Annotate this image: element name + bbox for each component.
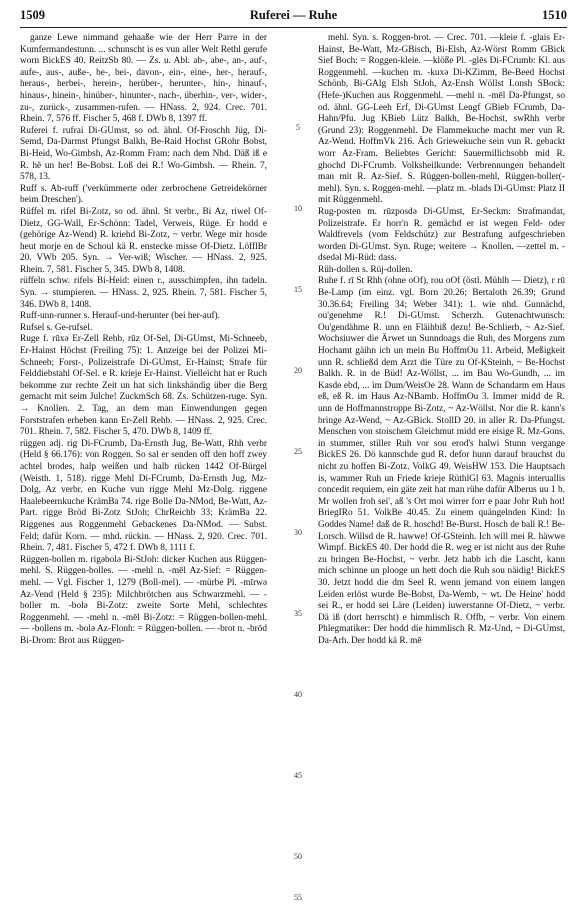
right-page-number: 1510: [541, 7, 567, 22]
line-number: 25: [294, 447, 302, 456]
line-number: 45: [294, 771, 302, 780]
line-number: 10: [294, 204, 302, 213]
running-title: Ruferei — Ruhe: [249, 7, 338, 22]
line-number: 40: [294, 690, 302, 699]
line-number: 30: [294, 528, 302, 537]
entry-ruge: Ruge f. rūxə Er-Zell Rehb, rūz Of-Sel, Di-GUmst, Mi-Schneeb, Er-Hainst Höchst (Freiling 75): 1. Anzeige bei der Polizei Mi-Schneeb; Forst-, Polizeistrafe Di-GUmst, Er-Hainst; Strafe für Felddiebstahl Of-Sel. e R. krieje Er-Hainst. Vielleicht hat er Ruch bekomme zur rechte Zeit un hat sich linkshändig über die Berg gemacht mit seim Julche! ZuckmSch 68. Zs. Schützen-ruge. Syn. → Knollen. 2. Tag, an dem man Einwendungen gegen Forststrafen erheben kann Er-Zell Rehb. — HNass. 2, 925. Crec. 701. Rhein. 7, 582. Fischer 5, 470. DWb 8, 1409 ff.: [20, 334, 267, 438]
header-rule: [20, 27, 567, 28]
entry-rueggen-continuation: mehl. Syn. s. Roggen-brot. — Crec. 701. —kleie f. -glais Er-Hainst, Be-Watt, Mz-GBisch, Bi-Elsh, Az-Wörst Romm GBick Sief Boch: = Roggen-kleie. —klöße Pl. -glēs Di-FCrumb: Kl. aus Roggenmehl. —kuchen m. -kuxə Di-KZimm, Be-Beed Hochst Schönb, Bi-GAlg Elsh StJoh, Az-Ensh Wöllst Lonsh SBock: (Hefe-)Kuchen aus Roggenmehl. —mehl n. -mēl Da-Pfungst, so od. ähnl. GG-Leeh Erf, Di-GUmst Lengf GBieb FCrumb, Da-Hahn/Pfu. Jug KBieb Lütz Balkh, Be-Hochst, swRhh verbr (Grund 23): Roggenmehl. De Flammekuche macht mer vun R. Az-Wend. HoffmVk 216. Äch Griewekuche sein vun R. gebackt worr Az-Fram. Beliebtes Gericht: Sauermillichsobb mid R. ghochd Di-FCrumb. Volksheilkunde: Verbrennungen behandelt man mit R. Az-Sief. S. Rüggen-bollen-mehl, Rüggen-boller(-mehl). Syn. s. Roggen-mehl. —platz m. -blads Di-GUmst: Platz II mit Rüggenmehl.: [318, 33, 565, 206]
line-number: 55: [294, 893, 302, 902]
line-number: 5: [296, 123, 300, 132]
line-number: 20: [294, 366, 302, 375]
line-number: 15: [294, 285, 302, 294]
entry-rueggen: rüggen adj. rig Di-FCrumb, Da-Ernsth Jug, Be-Watt, Rhh verbr (Held § 66.176): von Roggen. So sal er senden off den hoff zwey achtel brodes, halp weißen und halb rücken 1442 Of-Bürgel (Weisth. 1, 518). rigge Mehl Di-FCrumb, Da-Ernsth Jug, Mz-Dolg, Az verbr. en Kuche vun rigge Mehl Mz-Dolg. riggene Haalebeernkuche KrämBa 74. rige Bolle Da-NMod, Be-Watt, Az-Part. rigge Bröd Bi-Zotz StJoh; ChrReichb 33; KrämBa 22. Riggenes aus Roggenmehl Gebackenes Da-NMod. — Subst. Feld; dafür Korn. — mhd. rückin. — HNass. 2, 920. Crec. 701. Rhein. 7, 481. Fischer 5, 472 f. DWb 8, 1111 f.: [20, 438, 267, 554]
line-number: 35: [294, 609, 302, 618]
entry-ruff-unn-runner: Ruff-unn-runner s. Herauf-und-herunter (bei her-auf).: [20, 311, 220, 322]
left-column: [20, 33, 267, 905]
entry-ruhe: Ruhe f. rī St Rhh (ohne oOf), rou oOf (östl. Mühlh — Dietz), r rū Be-Lamp (im einz. vgl. Born 20.26; Bertaloth 26.39; Grund 30.36.64; Freiling 34; Weber 341): 1. wie nhd. Gunnächd, ou'genehme R.! Di-GUmst. Scherzh. Gutenachtwunsch: Ou'gendähme R. unn en Fläihbiß dezu! Be-Schlierb, ~ Az-Sief. Wochsiuwer die Ärwet un Sunndoags die Ruh, des Morgens zum Hochamt gäihn ich un mein Bu HoffmOu 11. Arbeid, Meßigkeit unn R. schließd dem Arzt die Türe zu Of-KSteinh, ~ Be-Hochst Balkh. R. in de Büd! Az-Wöllst, ... im Bau Wo-Gundh, ... im Kasde ebd, ... im Dum/WeisOe 28. Wann de Schandarm em Haus eß, eß R. im Haus Az-NBamb. HoffmOu 3. Immer midd de R. unn de Hoffmannstroppe Bi-Zotz, ~ Az-Wöllst. Nor die R. kann's bringe Az-Wend, ~ Az-GBick. StollD 20. in aller R. Da-Pfungst. Menschen von stoischem Gleichmut midd ere eisige R. Mz-Gons. in stummer, stiller Ruh vor sou erod's halwi Stunn vergange BickES 26. Dö kannschde gud R. defor hunn darauf brauchst du nicht zu hoffen Bi-Zotz. VolkG 49. WeisHW 153. Die Hauptsach is, wammer Ruh un Friede krieje RüthlGl 63. Magnis interuallis concedit requiem, ein gäte zeit hat man rühe dafür Alberus uu 1 b. Mr wollen froh sei', aß 's Ort moi wirrer forr e paar Johr Ruh hot! BriegIRo 51. VolkBe 40.45. Zu einem quängelnden Kind: In Goddes Name! daß de R. hoschd! Be-Burst. Hosch de ball R.! Be-Lorsch. Willsd de R. hawwe! Of-GSteinh. Ich will mei R. häwwe Wimpf. BickES 40. Der hodd die R. weg er ist nicht aus der Ruhe zu bringen Be-Hochst, ~ verbr. Jetz habb ich die Lascht, kann mich schinne un plooge un hett doch die Ruh sou näidig! BickES 30. Jetzt hodd die dm Seel R. wenn jemand von einem langen Leiden erlöst wurde Be-Bobst, Da-Wemb, ~ wt. De Heine' hodd sei R., er hodd sei Läre (Leiden) iuwerstanne Of-Dietz, ~ verbr. Dä iß (dort herrscht) e himmlisch R. Offb, ~ verbr. Von einem Phlegmatiker: Der hodd die himmlisch R. Mz-Und, ~ Di-GUmst, Da-Arh. Der hodd kä R. mē: [318, 276, 565, 646]
entry-rueffeln: rüffeln schw. rifels Bi-Heid: einen r., ausschimpfen, ihn tadeln. Syn. → stumpieren. — HNass. 2, 925. Rhein. 7, 581. Fischer 5, 346. DWb 8, 1408.: [20, 276, 267, 310]
entry-rufen-continuation: ganze Lewe nimmand gehaaße wie der Herr Parre in der Kumfermandestunn. ... schunscht is es vun aller Welt Rethl gerufe worn BickES 40. ReitzSb 80. — Zs. u. Abl. ab-, abe-, an-, auf-, aufe-, aus-, auße-, be-, bei-, davon-, ein-, eine-, her-, herauf-, heraus-, herbei-, herein-, herüber-, herunter-, hin-, hinauf-, hinaus-, hinein-, hinüber-, hinunter-, nach-, überhin-, ver-, wider-, zu-, zurück-, zusammen-rufen. — HNass. 2, 924. Crec. 701. Rhein. 7, 576 ff. Fischer 5, 468 f. DWb 8, 1397 ff.: [20, 33, 267, 125]
page-header: [20, 4, 567, 26]
entry-rueffel: Rüffel m. rifel Bi-Zotz, so od. ähnl. St verbr., Bi Az, riwel Of-Dietz, GG-Wall, Er-Schönn: Tadel, Verweis, Rüge. Er hodd e (gehörige Az-Wend) R. kriehd Bi-Zotz, ~ verbr. Wege mir hosde heut morje en de Schoul kä R. enstecke misse Of-Dietz. LöfflBr 20. VWb 205. Syn. → Ver-wiß; Wischer. — HNass. 2, 925. Rhein. 7, 581. Fischer 5, 345. DWb 8, 1408.: [20, 206, 267, 275]
entry-rueggen-bollen: Rüggen-bollen m. rigəbolə Bi-StJoh: dicker Kuchen aus Rüggen-mehl. S. Rüggen-bolles. — -mehl n. -mēl Az-Sief: = Rüggen-mehl. — Vgl. Fischer 1, 1279 (Boll-mel). — -mürbe Pl. -mīrwə Az-Vend (Held § 235): Milchbrötchen aus Schwarzmehl. — -boller m. -bolə Bi-Zotz: zweite Sorte Mehl, schlechtes Roggenmehl. — -mehl n. -mēl Bi-Zotz: = Rüggen-bollen-mehl. — -bollens m. -bolə Az-Flonh: = Rüggen-bollen. — -brot n. -brōd Bi-Drom: Brot aus Rüggen-: [20, 554, 267, 646]
line-number: 50: [294, 852, 302, 861]
line-number-gutter: [288, 33, 308, 905]
entry-ruferei: Ruferei f. rufrai Di-GUmst, so od. ähnl. Of-Froschh Jüg, Di-Semd, Da-Darmst Pfungst Balkh, Be-Raid Hochst GRohr Bobst, Bi-Heid, Wo-Gimbsh, Az-Romm Fram: nach dem Nhd. Däß iß e R. hẽ un her! Be-Bobst. Loß dei R.! Wo-Gimbsh. — Rhein. 7, 578, 13.: [20, 125, 267, 183]
left-page-number: 1509: [20, 7, 45, 22]
entry-ruff: Ruff s. Ab-ruff ('verkümmerte oder zerbrochene Getreidekörner beim Dreschen').: [20, 183, 267, 206]
entry-rueh-dollen: Rüh-dollen s. Rüj-dollen.: [318, 264, 413, 275]
entry-rufsel: Rufsel s. Ge-rufsel.: [20, 322, 93, 333]
right-column: [318, 33, 565, 905]
entry-rug-posten: Rug-posten m. rūzposdə Di-GUmst, Er-Seckm: Strafmandat, Polizeistrafe. Er horr'n R. gemächd er ist wegen Feld- oder Waldfrevels (vom Feldschütz) zur Bestrafung aufgeschrieben worden Di-GUmst. Syn. Ruge; weitere → Knollen. —zettel m. -dsedəl Mi-Rüd: dass.: [318, 206, 565, 264]
